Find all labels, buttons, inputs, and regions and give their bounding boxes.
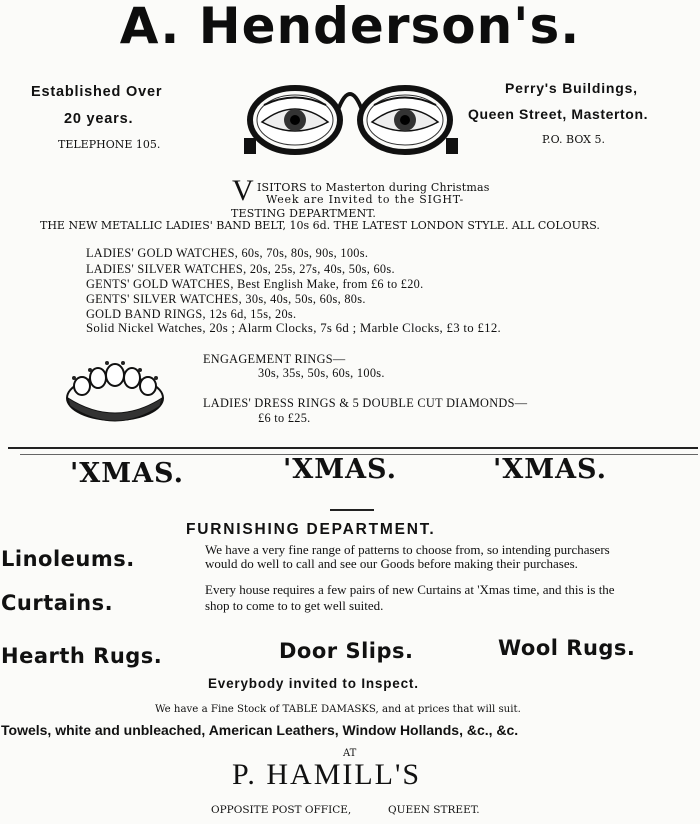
years-line: 20 years. [64, 111, 134, 127]
established-line: Established Over [31, 84, 163, 100]
linoleums-label: Linoleums. [1, 547, 135, 571]
address-building: Perry's Buildings, [505, 80, 638, 96]
linoleums-text-2: would do well to call and see our Goods before making their purchases. [205, 556, 578, 571]
damasks-line: We have a Fine Stock of TABLE DAMASKS, and at prices that will suit. [155, 704, 521, 715]
engagement-line-2: 30s, 35s, 50s, 60s, 100s. [258, 366, 385, 380]
price-line-1: LADIES' GOLD WATCHES, 60s, 70s, 80s, 90s, 100s. [86, 246, 369, 260]
invite-line: Everybody invited to Inspect. [208, 676, 419, 691]
dress-rings-line-2: £6 to £25. [258, 411, 311, 425]
hearth-rugs-label: Hearth Rugs. [1, 644, 163, 668]
wool-rugs-label: Wool Rugs. [498, 636, 636, 660]
intro-line-2: Week are Invited to the SIGHT- [266, 193, 464, 206]
address-right: QUEEN STREET. [388, 804, 480, 816]
spectacles-illustration [240, 60, 465, 170]
door-slips-label: Door Slips. [279, 639, 414, 663]
dress-rings-line-1: LADIES' DRESS RINGS & 5 DOUBLE CUT DIAMONDS— [203, 396, 528, 410]
pobox-line: P.O. BOX 5. [542, 133, 605, 146]
short-rule [330, 509, 374, 511]
section-divider [8, 447, 698, 449]
at-line: AT [343, 748, 357, 759]
towels-line: Towels, white and unbleached, American Leathers, Window Hollands, &c., &c. [1, 722, 519, 738]
intro-line-3: TESTING DEPARTMENT. [231, 207, 377, 220]
price-line-5: GOLD BAND RINGS, 12s 6d, 15s, 20s. [86, 307, 297, 321]
curtains-text-2: shop to come to to get well suited. [205, 598, 384, 613]
xmas-heading-2: 'XMAS. [283, 454, 397, 485]
price-line-3: GENTS' GOLD WATCHES, Best English Make, from £6 to £20. [86, 277, 424, 291]
telephone-line: TELEPHONE 105. [58, 138, 161, 151]
ring-illustration [60, 348, 170, 428]
price-line-6: Solid Nickel Watches, 20s ; Alarm Clocks, 7s 6d ; Marble Clocks, £3 to £12. [86, 321, 502, 335]
address-street: Queen Street, Masterton. [468, 106, 649, 122]
price-line-2: LADIES' SILVER WATCHES, 20s, 25s, 27s, 40s, 50s, 60s. [86, 262, 395, 276]
engagement-line-1: ENGAGEMENT RINGS— [203, 352, 346, 366]
curtains-label: Curtains. [1, 591, 114, 615]
address-left: OPPOSITE POST OFFICE, [211, 804, 352, 816]
hamill-name: P. HAMILL'S [232, 758, 422, 791]
linoleums-text-1: We have a very fine range of patterns to choose from, so intending purchasers [205, 542, 610, 557]
xmas-heading-1: 'XMAS. [70, 458, 184, 489]
price-line-4: GENTS' SILVER WATCHES, 30s, 40s, 50s, 60s, 80s. [86, 292, 366, 306]
dropcap: V [232, 174, 254, 207]
band-belt-line: THE NEW METALLIC LADIES' BAND BELT, 10s 6d. THE LATEST LONDON STYLE. ALL COLOURS. [40, 219, 600, 232]
curtains-text-1: Every house requires a few pairs of new Curtains at 'Xmas time, and this is the [205, 582, 615, 597]
furnishing-heading: FURNISHING DEPARTMENT. [186, 521, 436, 538]
henderson-title: A. Henderson's. [119, 0, 581, 55]
xmas-heading-3: 'XMAS. [493, 454, 607, 485]
intro-line-1: ISITORS to Masterton during Christmas [257, 181, 490, 194]
